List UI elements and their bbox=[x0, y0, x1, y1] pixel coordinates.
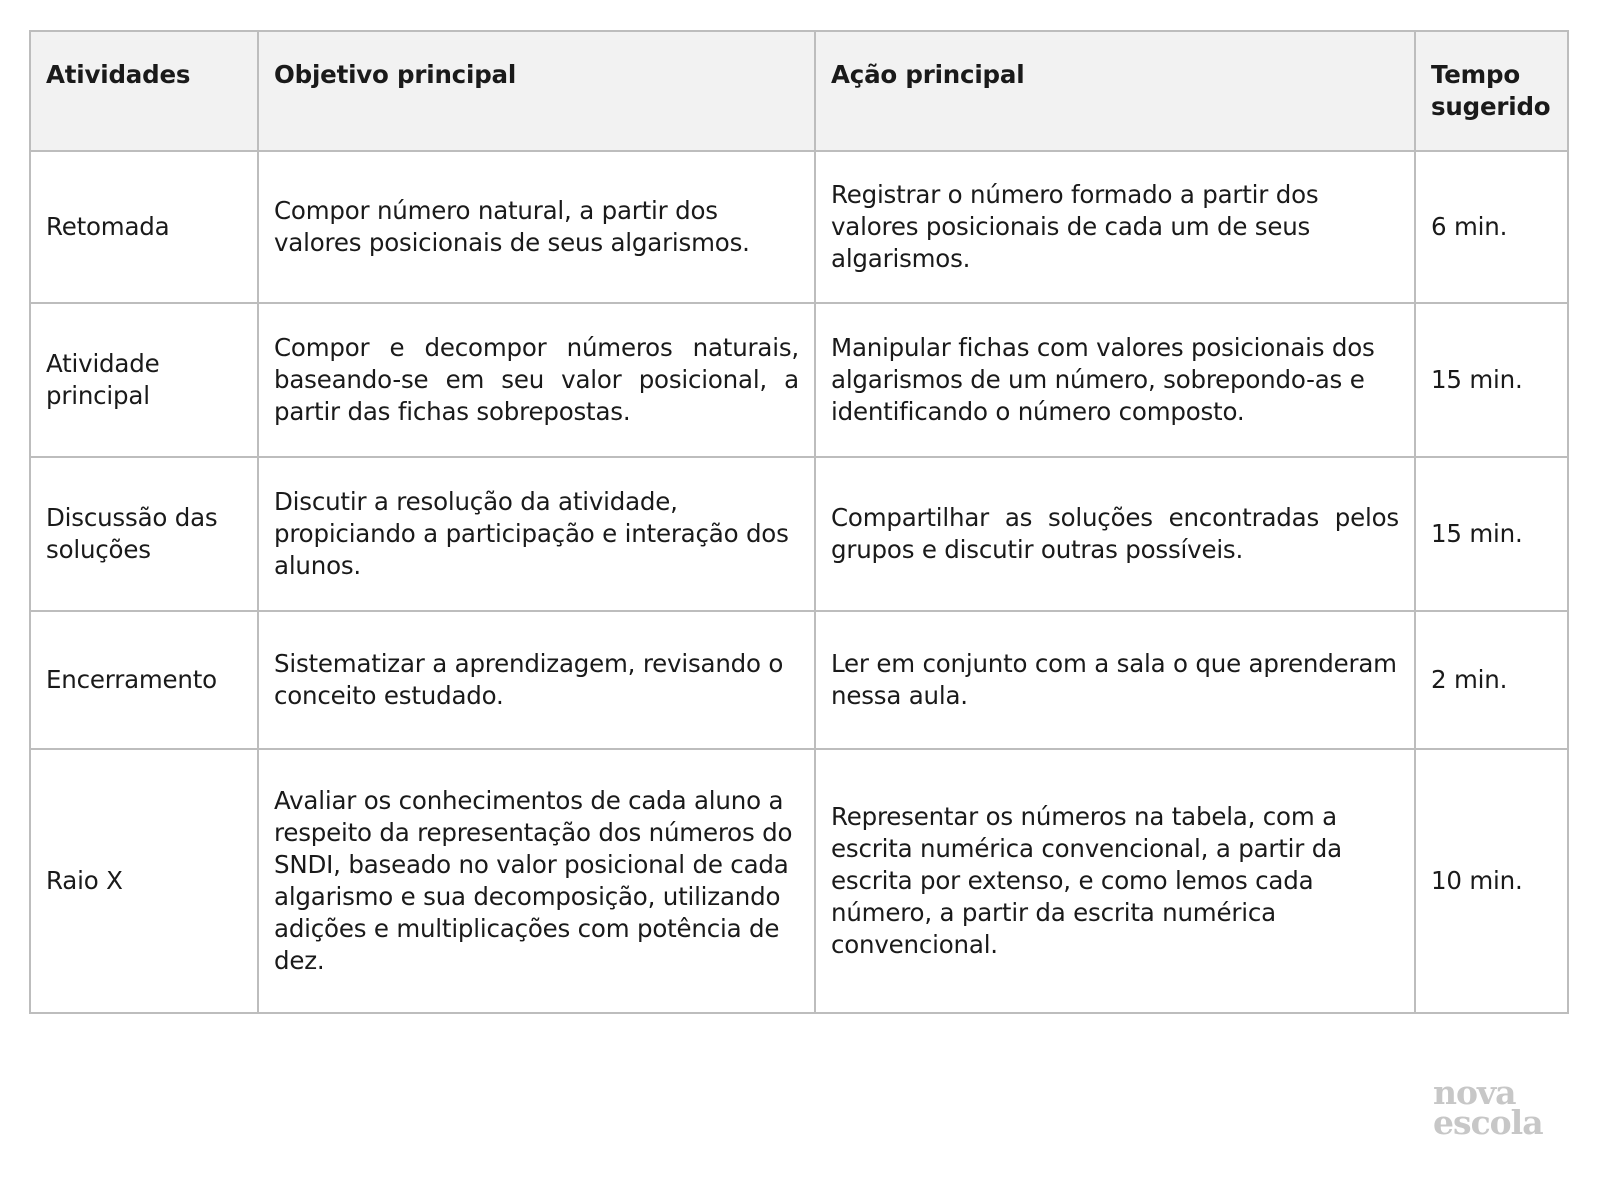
cell-acao: Ler em conjunto com a sala o que aprenderam nessa aula. bbox=[815, 611, 1415, 749]
cell-objetivo: Compor número natural, a partir dos valores posicionais de seus algarismos. bbox=[258, 151, 815, 303]
cell-tempo: 15 min. bbox=[1415, 303, 1568, 457]
cell-acao: Representar os números na tabela, com a escrita numérica convencional, a partir da escrita por extenso, e como lemos cada número, a partir da escrita numérica convencional. bbox=[815, 749, 1415, 1013]
cell-atividade: Raio X bbox=[30, 749, 258, 1013]
cell-objetivo: Avaliar os conhecimentos de cada aluno a respeito da representação dos números do SNDI, baseado no valor posicional de cada algarismo e sua decomposição, utilizando adições e multiplicações com potência de dez. bbox=[258, 749, 815, 1013]
table-row bbox=[30, 151, 1568, 303]
cell-tempo: 2 min. bbox=[1415, 611, 1568, 749]
cell-objetivo: Compor e decompor números naturais, baseando-se em seu valor posicional, a partir das fichas sobrepostas. bbox=[258, 303, 815, 457]
cell-objetivo: Discutir a resolução da atividade, propiciando a participação e interação dos alunos. bbox=[258, 457, 815, 611]
table-header-row bbox=[30, 31, 1568, 151]
header-acao-principal: Ação principal bbox=[815, 31, 1415, 151]
cell-tempo: 10 min. bbox=[1415, 749, 1568, 1013]
header-atividades: Atividades bbox=[30, 31, 258, 151]
logo-line-2: escola bbox=[1433, 1103, 1543, 1142]
cell-tempo: 6 min. bbox=[1415, 151, 1568, 303]
header-tempo-sugerido: Tempo sugerido bbox=[1415, 31, 1568, 151]
cell-atividade: Encerramento bbox=[30, 611, 258, 749]
cell-acao: Registrar o número formado a partir dos valores posicionais de cada um de seus algarismos. bbox=[815, 151, 1415, 303]
table-row bbox=[30, 457, 1568, 611]
header-objetivo-principal: Objetivo principal bbox=[258, 31, 815, 151]
table-row bbox=[30, 749, 1568, 1013]
cell-acao: Compartilhar as soluções encontradas pelos grupos e discutir outras possíveis. bbox=[815, 457, 1415, 611]
cell-atividade: Retomada bbox=[30, 151, 258, 303]
cell-objetivo: Sistematizar a aprendizagem, revisando o conceito estudado. bbox=[258, 611, 815, 749]
table-row bbox=[30, 611, 1568, 749]
cell-acao: Manipular fichas com valores posicionais dos algarismos de um número, sobrepondo-as e identificando o número composto. bbox=[815, 303, 1415, 457]
cell-atividade: Discussão das soluções bbox=[30, 457, 258, 611]
nova-escola-logo bbox=[1433, 1073, 1555, 1142]
table-row bbox=[30, 303, 1568, 457]
lesson-plan-table bbox=[29, 30, 1569, 1014]
logo-line-1: nova bbox=[1433, 1073, 1516, 1112]
cell-atividade: Atividade principal bbox=[30, 303, 258, 457]
cell-tempo: 15 min. bbox=[1415, 457, 1568, 611]
